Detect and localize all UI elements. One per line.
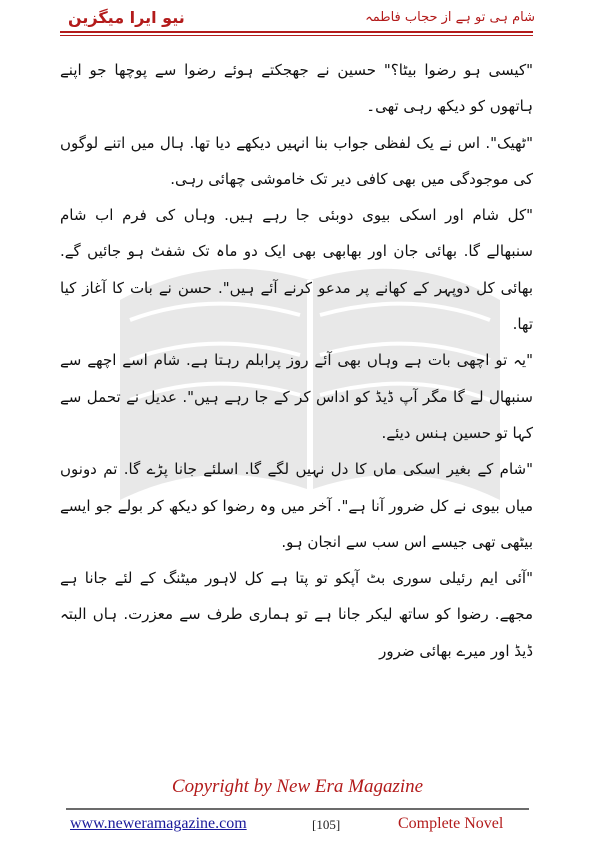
header-rule-thin	[60, 35, 533, 36]
novel-body	[60, 52, 533, 669]
paragraph: "شام کے بغیر اسکی ماں کا دل نہیں لگے گا. اسلئے جانا پڑے گا. تم دونوں میاں بیوی نے کل ضرور آنا ہے". آخر میں وہ رضوا کو دیکھ کر بولے جو ایسے بیٹھی تھی جیسے اس سب سے انجان ہو.	[60, 460, 533, 551]
page-number: [105]	[312, 817, 341, 832]
novel-category-label: Complete Novel	[398, 815, 504, 832]
header-rule-thick	[60, 31, 533, 33]
paragraph: "ٹھیک". اس نے یک لفظی جواب بنا انہیں دیکھے دیا تھا. ہال میں اتنے لوگوں کی موجودگی میں بھی کافی دیر تک خاموشی چھائی رہی.	[60, 133, 533, 188]
website-link[interactable]: www.neweramagazine.com	[70, 815, 247, 832]
paragraph: "آئی ایم رئیلی سوری بٹ آپکو تو پتا ہے کل لاہور میٹنگ کے لئے جانا ہے مجھے. رضوا کو ساتھ لیکر جانا ہے تو ہماری طرف سے معزرت. ہاں البتہ ڈیڈ اور میرے بھائی ضرور	[60, 569, 533, 660]
copyright-notice: Copyright by New Era Magazine	[171, 776, 424, 797]
paragraph: "کل شام اور اسکی بیوی دوبئی جا رہے ہیں. وہاں کی فرم اب شام سنبھالے گا. بھائی جان اور بھابھی بھی ایک دو ماہ تک شفٹ ہو جائیں گے. بھائی کل دوپہر کے کھانے پر مدعو کرنے آئے ہیں". حسن نے بات کا آغاز کیا تھا.	[60, 206, 533, 334]
magazine-name-header: نیو ایرا میگزین	[68, 8, 185, 27]
novel-title-header: شام ہی تو ہے از حجاب فاطمہ	[365, 10, 535, 25]
paragraph: "یہ تو اچھی بات ہے وہاں بھی آئے روز پرابلم رہتا ہے. شام اسے اچھے سے سنبھال لے گا مگر آپ ڈیڈ کو اداس کر کے جا رہے ہیں". عدیل نے تحمل سے کہا تو حسین ہنس دیئے.	[60, 351, 533, 442]
paragraph: "کیسی ہو رضوا بیٹا؟" حسین نے جھجکتے ہوئے رضوا سے پوچھا جو اپنے ہاتھوں کو دیکھ رہی تھی۔	[60, 61, 533, 116]
footer-rule	[66, 808, 529, 810]
